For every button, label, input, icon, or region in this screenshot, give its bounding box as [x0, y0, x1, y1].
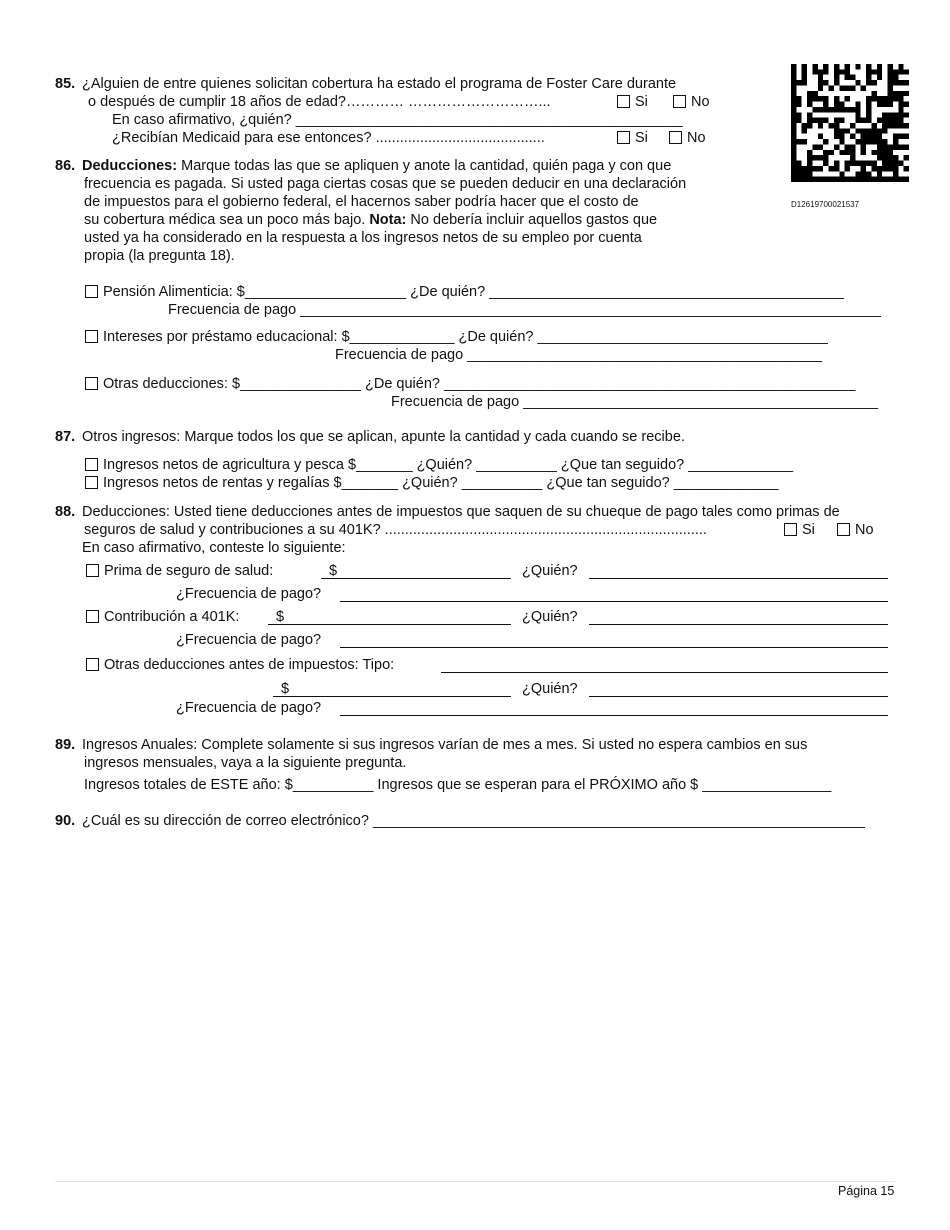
- q89-line2: ingresos mensuales, vaya a la siguiente pregunta.: [84, 755, 407, 771]
- q88-401k-dollar: $: [276, 609, 285, 625]
- q86-line4: su cobertura médica sea un poco más bajo. Nota: No debería incluir aquellos gastos que: [84, 212, 658, 228]
- q87-farm-row[interactable]: Ingresos netos de agricultura y pesca $_______ ¿Quién? __________ ¿Que tan seguido? _____________: [85, 456, 793, 474]
- q88-no[interactable]: No: [837, 521, 874, 539]
- q88-401k-who-label: ¿Quién?: [522, 609, 578, 625]
- q90-number: 90.: [55, 813, 76, 829]
- q85-line4: ¿Recibían Medicaid para ese entonces? ..........................................: [112, 130, 545, 146]
- q88-health-freq-field[interactable]: [340, 601, 888, 602]
- q87-number: 87.: [55, 429, 76, 445]
- datamatrix-barcode: [791, 64, 909, 182]
- q86-line2: frecuencia es pagada. Si usted paga ciertas cosas que se pueden deducir en una declaración: [84, 176, 687, 192]
- footer-divider: [55, 1181, 895, 1182]
- checkbox[interactable]: [617, 95, 630, 108]
- checkbox[interactable]: [837, 523, 850, 536]
- q86-line6: propia (la pregunta 18).: [84, 248, 235, 264]
- q87-rental-row[interactable]: Ingresos netos de rentas y regalías $_______ ¿Quién? __________ ¿Que tan seguido? _____________: [85, 474, 779, 492]
- q88-health-row[interactable]: Prima de seguro de salud:: [86, 562, 273, 580]
- q90-email-field[interactable]: ¿Cuál es su dirección de correo electrónico? _____________________________________________________________: [82, 813, 865, 829]
- q88-other-who-label: ¿Quién?: [522, 681, 578, 697]
- q86-alimony-frequency: Frecuencia de pago ________________________________________________________________________: [168, 302, 881, 318]
- q88-health-who-label: ¿Quién?: [522, 563, 578, 579]
- q85-line2: o después de cumplir 18 años de edad?………… ………………………...: [88, 94, 551, 110]
- checkbox[interactable]: [86, 658, 99, 671]
- checkbox[interactable]: [85, 285, 98, 298]
- q86-line5: usted ya ha considerado en la respuesta a los ingresos netos de su empleo por cuenta: [84, 230, 642, 246]
- checkbox[interactable]: [85, 377, 98, 390]
- q85-medicaid-yes[interactable]: Si: [617, 129, 648, 147]
- q88-health-dollar: $: [329, 563, 338, 579]
- q89-line1: Ingresos Anuales: Complete solamente si sus ingresos varían de mes a mes. Si usted no espera cambios en sus: [82, 737, 808, 753]
- q88-401k-row[interactable]: Contribución a 401K:: [86, 608, 239, 626]
- q88-other-who-field[interactable]: [589, 696, 888, 697]
- q86-other-row[interactable]: Otras deducciones: $_______________ ¿De quién? ___________________________________________________: [85, 375, 855, 393]
- q88-line3: En caso afirmativo, conteste lo siguiente:: [82, 540, 346, 556]
- q88-other-type-field[interactable]: [441, 672, 888, 673]
- q85-medicaid-no[interactable]: No: [669, 129, 706, 147]
- q89-number: 89.: [55, 737, 76, 753]
- q85-fostercare-yes[interactable]: Si: [617, 93, 648, 111]
- q88-401k-freq-field[interactable]: [340, 647, 888, 648]
- q88-other-freq-label: ¿Frecuencia de pago?: [176, 700, 322, 716]
- checkbox[interactable]: [669, 131, 682, 144]
- q88-other-dollar: $: [281, 681, 290, 697]
- checkbox[interactable]: [673, 95, 686, 108]
- q88-401k-freq-label: ¿Frecuencia de pago?: [176, 632, 322, 648]
- q88-other-freq-field[interactable]: [340, 715, 888, 716]
- checkbox[interactable]: [86, 564, 99, 577]
- checkbox[interactable]: [85, 476, 98, 489]
- q86-number: 86.: [55, 158, 76, 174]
- q86-alimony-row[interactable]: Pensión Alimenticia: $____________________ ¿De quién? ____________________________________________: [85, 283, 844, 301]
- q88-other-row[interactable]: Otras deducciones antes de impuestos: Tipo:: [86, 656, 394, 674]
- q88-health-who-field[interactable]: [589, 578, 888, 579]
- q86-student-frequency: Frecuencia de pago ____________________________________________: [335, 347, 823, 363]
- q86-other-frequency: Frecuencia de pago ____________________________________________: [391, 394, 879, 410]
- q89-income-fields[interactable]: Ingresos totales de ESTE año: $__________ Ingresos que se esperan para el PRÓXIMO año $ ________________: [84, 777, 832, 793]
- checkbox[interactable]: [784, 523, 797, 536]
- checkbox[interactable]: [86, 610, 99, 623]
- q88-line1: Deducciones: Usted tiene deducciones antes de impuestos que saquen de su chueque de pago tales como primas de: [82, 504, 840, 520]
- q88-line2: seguros de salud y contribuciones a su 401K? ................................................................................: [84, 522, 707, 538]
- checkbox[interactable]: [617, 131, 630, 144]
- q86-line1: Deducciones: Marque todas las que se apliquen y anote la cantidad, quién paga y con que: [82, 158, 672, 174]
- q88-401k-who-field[interactable]: [589, 624, 888, 625]
- q86-line3: de impuestos para el gobierno federal, el hacernos saber podría hacer que el costo de: [84, 194, 639, 210]
- q87-line1: Otros ingresos: Marque todos los que se aplican, apunte la cantidad y cada cuando se recibe.: [82, 429, 685, 445]
- q85-fostercare-no[interactable]: No: [673, 93, 710, 111]
- q88-401k-amount-field[interactable]: [268, 624, 511, 625]
- q88-health-amount-field[interactable]: [321, 578, 511, 579]
- q88-yes[interactable]: Si: [784, 521, 815, 539]
- q85-line1: ¿Alguien de entre quienes solicitan cobertura ha estado el programa de Foster Care durante: [82, 76, 677, 92]
- q86-student-loan-row[interactable]: Intereses por préstamo educacional: $_____________ ¿De quién? ____________________________________: [85, 328, 828, 346]
- q85-number: 85.: [55, 76, 76, 92]
- page-number: Página 15: [838, 1184, 895, 1198]
- checkbox[interactable]: [85, 458, 98, 471]
- q88-number: 88.: [55, 504, 76, 520]
- barcode-id: D12619700021537: [791, 200, 860, 209]
- q88-other-amount-field[interactable]: [273, 696, 511, 697]
- q88-health-freq-label: ¿Frecuencia de pago?: [176, 586, 322, 602]
- checkbox[interactable]: [85, 330, 98, 343]
- q85-line3: En caso afirmativo, ¿quién? ________________________________________________: [112, 112, 683, 128]
